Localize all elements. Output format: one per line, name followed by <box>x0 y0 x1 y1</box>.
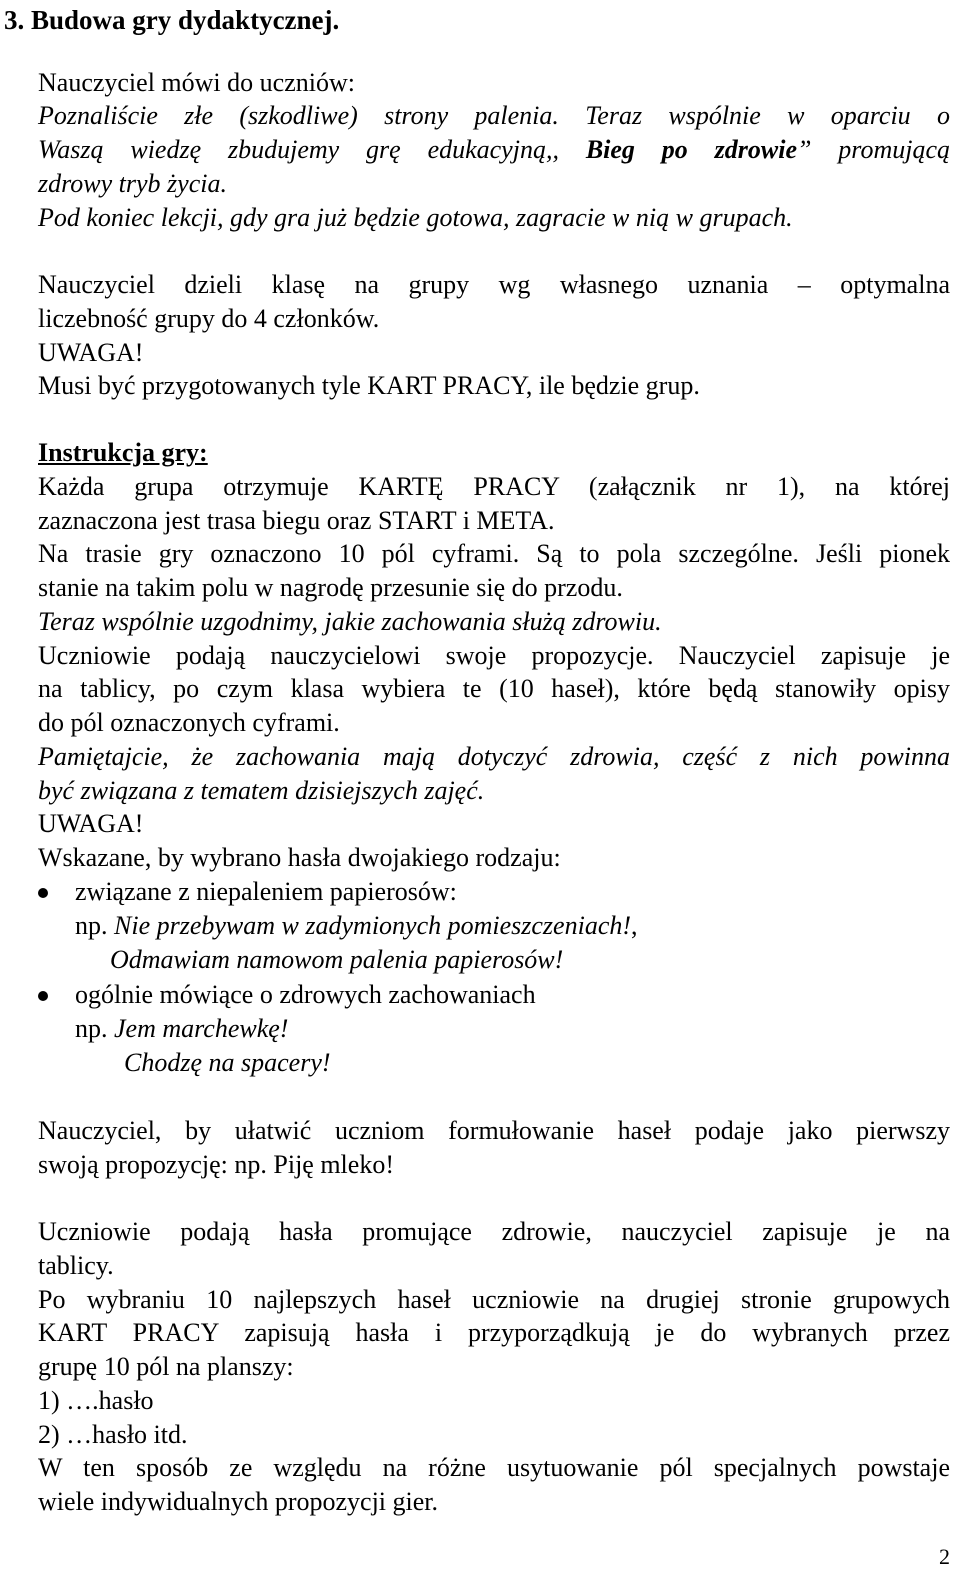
bullet-icon <box>38 991 48 1001</box>
instructions-line: Pamiętajcie, że zachowania mają dotyczyć zdrowia, część z nich powinna <box>38 742 950 771</box>
speech-fragment: ” promującą <box>796 135 950 164</box>
example-slogan: Nie przebywam w zadymionych pomieszczeniach! <box>114 911 632 940</box>
paragraph-line: wiele indywidualnych propozycji gier. <box>38 1487 439 1516</box>
bullet-item: ogólnie mówiące o zdrowych zachowaniach <box>75 980 536 1009</box>
page-number: 2 <box>939 1544 950 1569</box>
example-slogan: Chodzę na spacery! <box>124 1048 331 1077</box>
instructions-line: na tablicy, po czym klasa wybiera te (10 haseł), które będą stanowiły opisy <box>38 674 950 703</box>
game-title: Bieg po zdrowie <box>585 135 797 164</box>
teacher-speech-line <box>38 133 950 167</box>
warning-label: UWAGA! <box>38 338 144 367</box>
paragraph-line: W ten sposób ze względu na różne usytuowanie pól specjalnych powstaje <box>38 1453 950 1482</box>
bullet-item: związane z niepaleniem papierosów: <box>75 877 457 906</box>
paragraph-line: Nauczyciel, by ułatwić uczniom formułowanie haseł podaje jako pierwszy <box>38 1116 950 1145</box>
intro-line: Nauczyciel mówi do uczniów: <box>38 68 355 97</box>
instructions-line: do pól oznaczonych cyframi. <box>38 708 340 737</box>
paragraph-line: grupę 10 pól na planszy: <box>38 1352 294 1381</box>
example-slogan: Jem marchewkę! <box>114 1014 289 1043</box>
section-heading: 3. Budowa gry dydaktycznej. <box>4 5 340 35</box>
paragraph-line: Uczniowie podają hasła promujące zdrowie, nauczyciel zapisuje je na <box>38 1217 950 1246</box>
paragraph-line: Nauczyciel dzieli klasę na grupy wg własnego uznania – optymalna <box>38 270 950 299</box>
instructions-line: być związana z tematem dzisiejszych zajęć. <box>38 776 485 805</box>
paragraph-line: tablicy. <box>38 1251 114 1280</box>
teacher-speech-line: Poznaliście złe (szkodliwe) strony palenia. Teraz wspólnie w oparciu o <box>38 101 950 130</box>
teacher-speech-line: Pod koniec lekcji, gdy gra już będzie gotowa, zagracie w nią w grupach. <box>38 203 793 232</box>
paragraph-line: KART PRACY zapisują hasła i przyporządkują je do wybranych przez <box>38 1318 950 1347</box>
paragraph-line: Musi być przygotowanych tyle KART PRACY, ile będzie grup. <box>38 371 700 400</box>
instructions-line: Wskazane, by wybrano hasła dwojakiego rodzaju: <box>38 843 561 872</box>
example-separator: , <box>631 911 638 940</box>
bullet-icon <box>38 888 48 898</box>
teacher-speech-line: zdrowy tryb życia. <box>38 169 227 198</box>
instructions-line: Każda grupa otrzymuje KARTĘ PRACY (załącznik nr 1), na której <box>38 472 950 501</box>
example-prefix: np. <box>75 1014 114 1043</box>
bullet-example <box>75 909 945 943</box>
list-item: 1) ….hasło <box>38 1386 154 1415</box>
instructions-line: Uczniowie podają nauczycielowi swoje propozycje. Nauczyciel zapisuje je <box>38 641 950 670</box>
instructions-line: zaznaczona jest trasa biegu oraz START i META. <box>38 506 555 535</box>
paragraph-line: Po wybraniu 10 najlepszych haseł uczniowie na drugiej stronie grupowych <box>38 1285 950 1314</box>
instructions-line: Teraz wspólnie uzgodnimy, jakie zachowania służą zdrowiu. <box>38 607 662 636</box>
bullet-example <box>75 1012 945 1046</box>
example-slogan: Odmawiam namowom palenia papierosów! <box>110 945 564 974</box>
paragraph-line: swoją propozycję: np. Piję mleko! <box>38 1150 394 1179</box>
warning-label: UWAGA! <box>38 809 144 838</box>
instructions-line: Na trasie gry oznaczono 10 pól cyframi. Są to pola szczególne. Jeśli pionek <box>38 539 950 568</box>
example-prefix: np. <box>75 911 114 940</box>
speech-fragment: Waszą wiedzę zbudujemy grę edukacyjną,, <box>38 135 586 164</box>
list-item: 2) …hasło itd. <box>38 1420 188 1449</box>
instructions-title: Instrukcja gry: <box>38 438 208 467</box>
instructions-line: stanie na takim polu w nagrodę przesunie się do przodu. <box>38 573 623 602</box>
paragraph-line: liczebność grupy do 4 członków. <box>38 304 380 333</box>
